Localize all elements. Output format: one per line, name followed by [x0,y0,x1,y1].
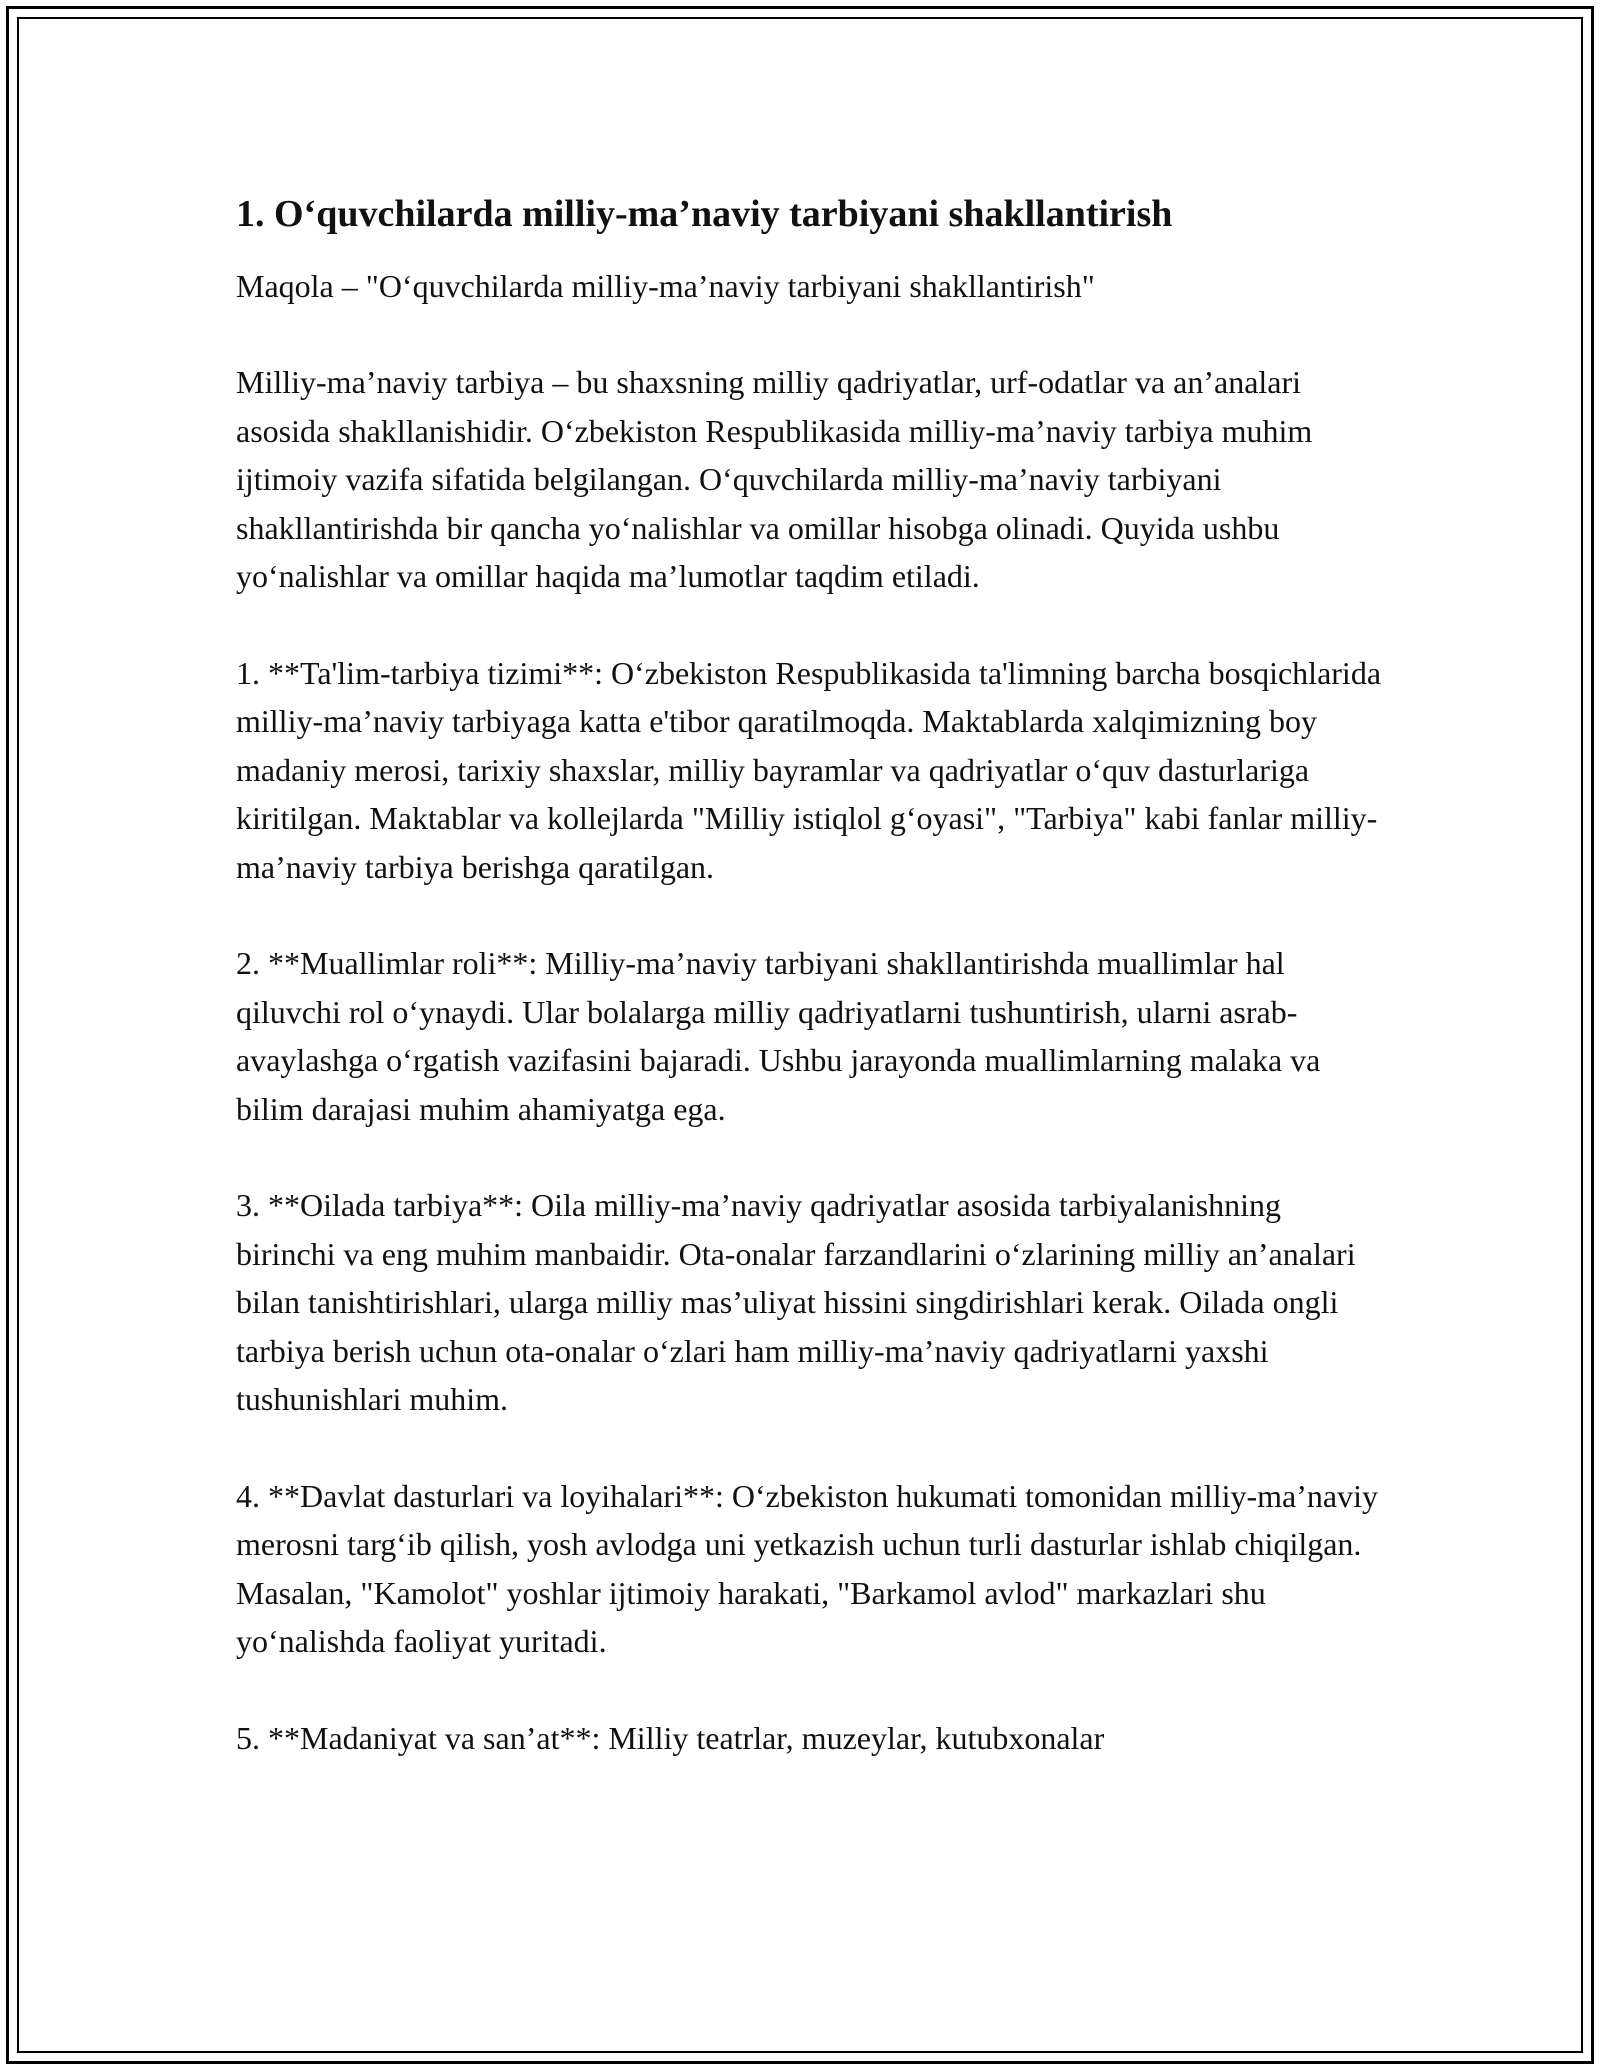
paragraph-intro: Milliy-ma’naviy tarbiya – bu shaxsning milliy qadriyatlar, urf-odatlar va an’analari asosida shakllanishidir. O‘zbekiston Respublikasida milliy-ma’naviy tarbiya muhim ijtimoiy vazifa sifatida belgilangan. O‘quvchilarda milliy-ma’naviy tarbiyani shakllantirishda bir qancha yo‘nalishlar va omillar hisobga olinadi. Quyida ushbu yo‘nalishlar va omillar haqida ma’lumotlar taqdim etiladi. [236,364,1313,594]
paragraph-item-5: 5. **Madaniyat va san’at**: Milliy teatrlar, muzeylar, kutubxonalar [236,1719,1105,1756]
paragraph-item-4: 4. **Davlat dasturlari va loyihalari**: O‘zbekiston hukumati tomonidan milliy-ma’naviy merosni targ‘ib qilish, yosh avlodga uni yetkazish uchun turli dasturlar ishlab chiqilgan. Masalan, "Kamolot" yoshlar ijtimoiy harakati, "Barkamol avlod" markazlari shu yo‘nalishda faoliyat yuritadi. [236,1477,1378,1659]
document-subtitle: Maqola – "O‘quvchilarda milliy-ma’naviy tarbiyani shakllantirish" [236,268,1095,304]
document-body [236,186,1386,1810]
document-title: 1. O‘quvchilarda milliy-ma’naviy tarbiyani shakllantirish [236,193,1173,235]
paragraph-item-2: 2. **Muallimlar roli**: Milliy-ma’naviy tarbiyani shakllantirishda muallimlar hal qiluvchi rol o‘ynaydi. Ular bolalarga milliy qadriyatlarni tushuntirish, ularni asrab-avaylashga o‘rgatish vazifasini bajaradi. Ushbu jarayonda muallimlarning malaka va bilim darajasi muhim ahamiyatga ega. [236,945,1321,1127]
paragraph-item-1: 1. **Ta'lim-tarbiya tizimi**: O‘zbekiston Respublikasida ta'limning barcha bosqichlarida milliy-ma’naviy tarbiyaga katta e'tibor qaratilmoqda. Maktablarda xalqimizning boy madaniy merosi, tarixiy shaxslar, milliy bayramlar va qadriyatlar o‘quv dasturlariga kiritilgan. Maktablar va kollejlarda "Milliy istiqlol g‘oyasi", "Tarbiya" kabi fanlar milliy-ma’naviy tarbiya berishga qaratilgan. [236,654,1382,885]
paragraph-item-3: 3. **Oilada tarbiya**: Oila milliy-ma’naviy qadriyatlar asosida tarbiyalanishning birinchi va eng muhim manbaidir. Ota-onalar farzandlarini o‘zlarining milliy an’analari bilan tanishtirishlari, ularga milliy mas’uliyat hissini singdirishlari kerak. Oilada ongli tarbiya berish uchun ota-onalar o‘zlari ham milliy-ma’naviy qadriyatlarni yaxshi tushunishlari muhim. [236,1187,1356,1417]
